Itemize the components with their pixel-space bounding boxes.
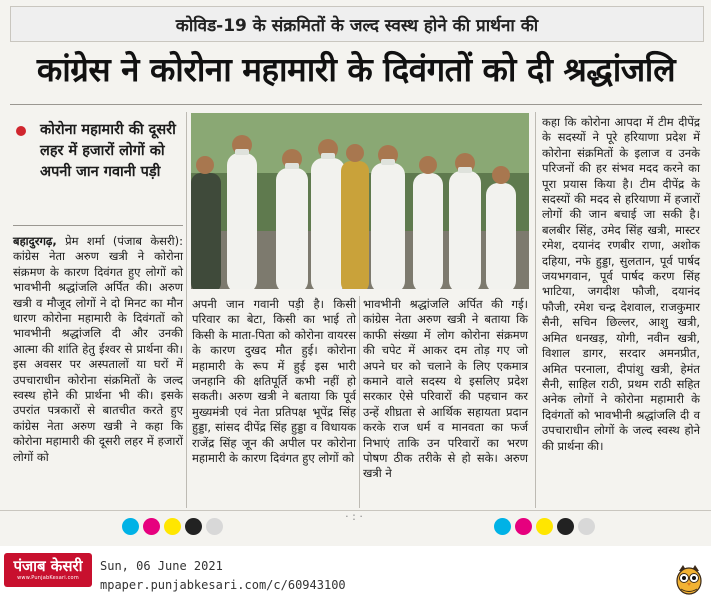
- color-registration-left: [122, 518, 223, 535]
- article-text-2: अपनी जान गवानी पड़ी है। किसी परिवार का बेटा, किसी का भाई तो किसी के माता-पिता को कोरोना वायरस के कारण दुखद मौत हुई। कोरोना महामारी के रूप में हुई इस भारी जनहानि की क्षतिपूर्ति कभी नहीं हो सकती। अरुण खत्री ने बताया कि पूर्व मुख्यमंत्री एवं नेता प्रतिपक्ष भूपेंद्र सिंह हुड्डा, सांसद दीपेंद्र सिंह हुड्डा व विधायक राजेंद्र सिंह जून की अपील पर कोरोना महामारी के कारण दिवंगत हुए लोगों को: [192, 297, 356, 466]
- registration-dot: [164, 518, 181, 535]
- edition-date: Sun, 06 June 2021: [100, 559, 223, 573]
- registration-dot: [185, 518, 202, 535]
- highlight-box: [22, 120, 180, 183]
- column-divider: [535, 112, 536, 508]
- registration-dot: [515, 518, 532, 535]
- article-column-3: [363, 297, 528, 482]
- main-headline: कांग्रेस ने कोरोना महामारी के दिवंगतों को दी श्रद्धांजलि: [36, 50, 676, 89]
- registration-dot: [494, 518, 511, 535]
- registration-dot: [557, 518, 574, 535]
- registration-dot: [206, 518, 223, 535]
- owl-mascot-icon: [675, 563, 703, 595]
- crop-mark-icon: · : ·: [345, 510, 363, 523]
- article-column-4: [542, 115, 700, 454]
- article-text-4: कहा कि कोरोना आपदा में टीम दीपेंद्र के सदस्यों ने पूरे हरियाणा प्रदेश में कोरोना संक्रमितों के इलाज व उनके परिजनों की हर संभव मदद करने का पूरा प्रयास किया है। टीम दीपेंद्र के सदस्यों की मदद से हरियाणा में हजारों लोगों की जान बचाई जा सकी है। बलबीर सिंह, उमेद सिंह खत्री, मास्टर रमेश, दयानंद रणबीर राणा, अशोक दहिया, नफे हुड्डा, सुलतान, पूर्व पार्षद जयभगवान, पूर्व पार्षद करण सिंह भाटिया, जगदीश फौजी, दयानंद फौजी, रमेश चन्द्र देशवाल, राजकुमार सैनी, सचिन छिल्लर, आशु खत्री, अमित धनखड़, योगी, नवीन खत्री, विशाल डागर, सरदार अमनप्रीत, अमित परनाला, दीपांशु खत्री, हेमंत सैनी, साहिल राठी, प्रथम राठी सहित अनेक लोगों ने कोरोना महामारी के दिवंगतों को भावभीनी श्रद्धांजलि दी व उपचाराधीन लोगों के जल्द स्वस्थ होने की प्रार्थना की।: [542, 115, 700, 453]
- registration-dot: [536, 518, 553, 535]
- registration-dot: [122, 518, 139, 535]
- highlight-text: कोरोना महामारी की दूसरी लहर में हजारों लोगों को अपनी जान गवानी पड़ी: [40, 122, 176, 180]
- article-url[interactable]: mpaper.punjabkesari.com/c/60943100: [100, 578, 346, 592]
- registration-dot: [143, 518, 160, 535]
- column-divider: [359, 296, 360, 508]
- photo-icon: [191, 113, 529, 289]
- column-divider: [186, 112, 187, 508]
- dateline: बहादुरगढ़,: [13, 234, 57, 248]
- highlight-divider: [13, 225, 183, 226]
- logo-url: www.PunjabKesari.com: [17, 575, 79, 581]
- kicker-headline: कोविड-19 के संक्रमितों के जल्द स्वस्थ होने की प्रार्थना की: [10, 6, 704, 42]
- news-photo: [191, 113, 529, 289]
- registration-dot: [578, 518, 595, 535]
- article-column-2: [192, 297, 356, 466]
- logo-text: पंजाब केसरी: [13, 557, 83, 575]
- color-registration-right: [494, 518, 595, 535]
- headline-divider: [10, 104, 702, 105]
- article-text-3: भावभीनी श्रद्धांजलि अर्पित की गई। कांग्रेस नेता अरुण खत्री ने बताया कि काफी संख्या में लोग कोरोना संक्रमण की चपेट में आकर दम तोड़ गए जो अपने घर को चलाने के लिए एकमात्र कमाने वाले सदस्य थे इसलिए प्रदेश सरकार ऐसे परिवारों की पहचान कर उन्हें शीघ्रता से आर्थिक सहायता प्रदान करके राज धर्म व मानवता का फर्ज निभाएं ताकि उन परिवारों का भरण पोषण ठीक तरीके से हो सके। अरुण खत्री ने: [363, 297, 528, 481]
- punjab-kesari-logo[interactable]: [4, 553, 92, 587]
- article-column-1: [13, 234, 183, 465]
- article-text-1: प्रेम शर्मा (पंजाब केसरी): कांग्रेस नेता अरुण खत्री ने कोरोना संक्रमण के कारण दिवंगत हुए लोगों को भावभीनी श्रद्धांजलि अर्पित की। अरुण खत्री व मौजूद लोगों ने दो मिनट का मौन धारण कोरोना महामारी के दिवंगतों को भावभीनी श्रद्धांजलि दी और उनकी आत्मा की शांति हेतु ईश्वर से प्रार्थना की। इस अवसर पर अस्पतालों या घरों में उपचाराधीन कोरोना संक्रमितों के जल्द स्वस्थ होने की प्रार्थना भी की। इसके उपरांत पत्रकारों से बातचीत करते हुए कांग्रेस नेता अरुण खत्री ने कहा कि कोरोना महामारी की दूसरी लहर में हजारों लोगों को: [13, 234, 183, 464]
